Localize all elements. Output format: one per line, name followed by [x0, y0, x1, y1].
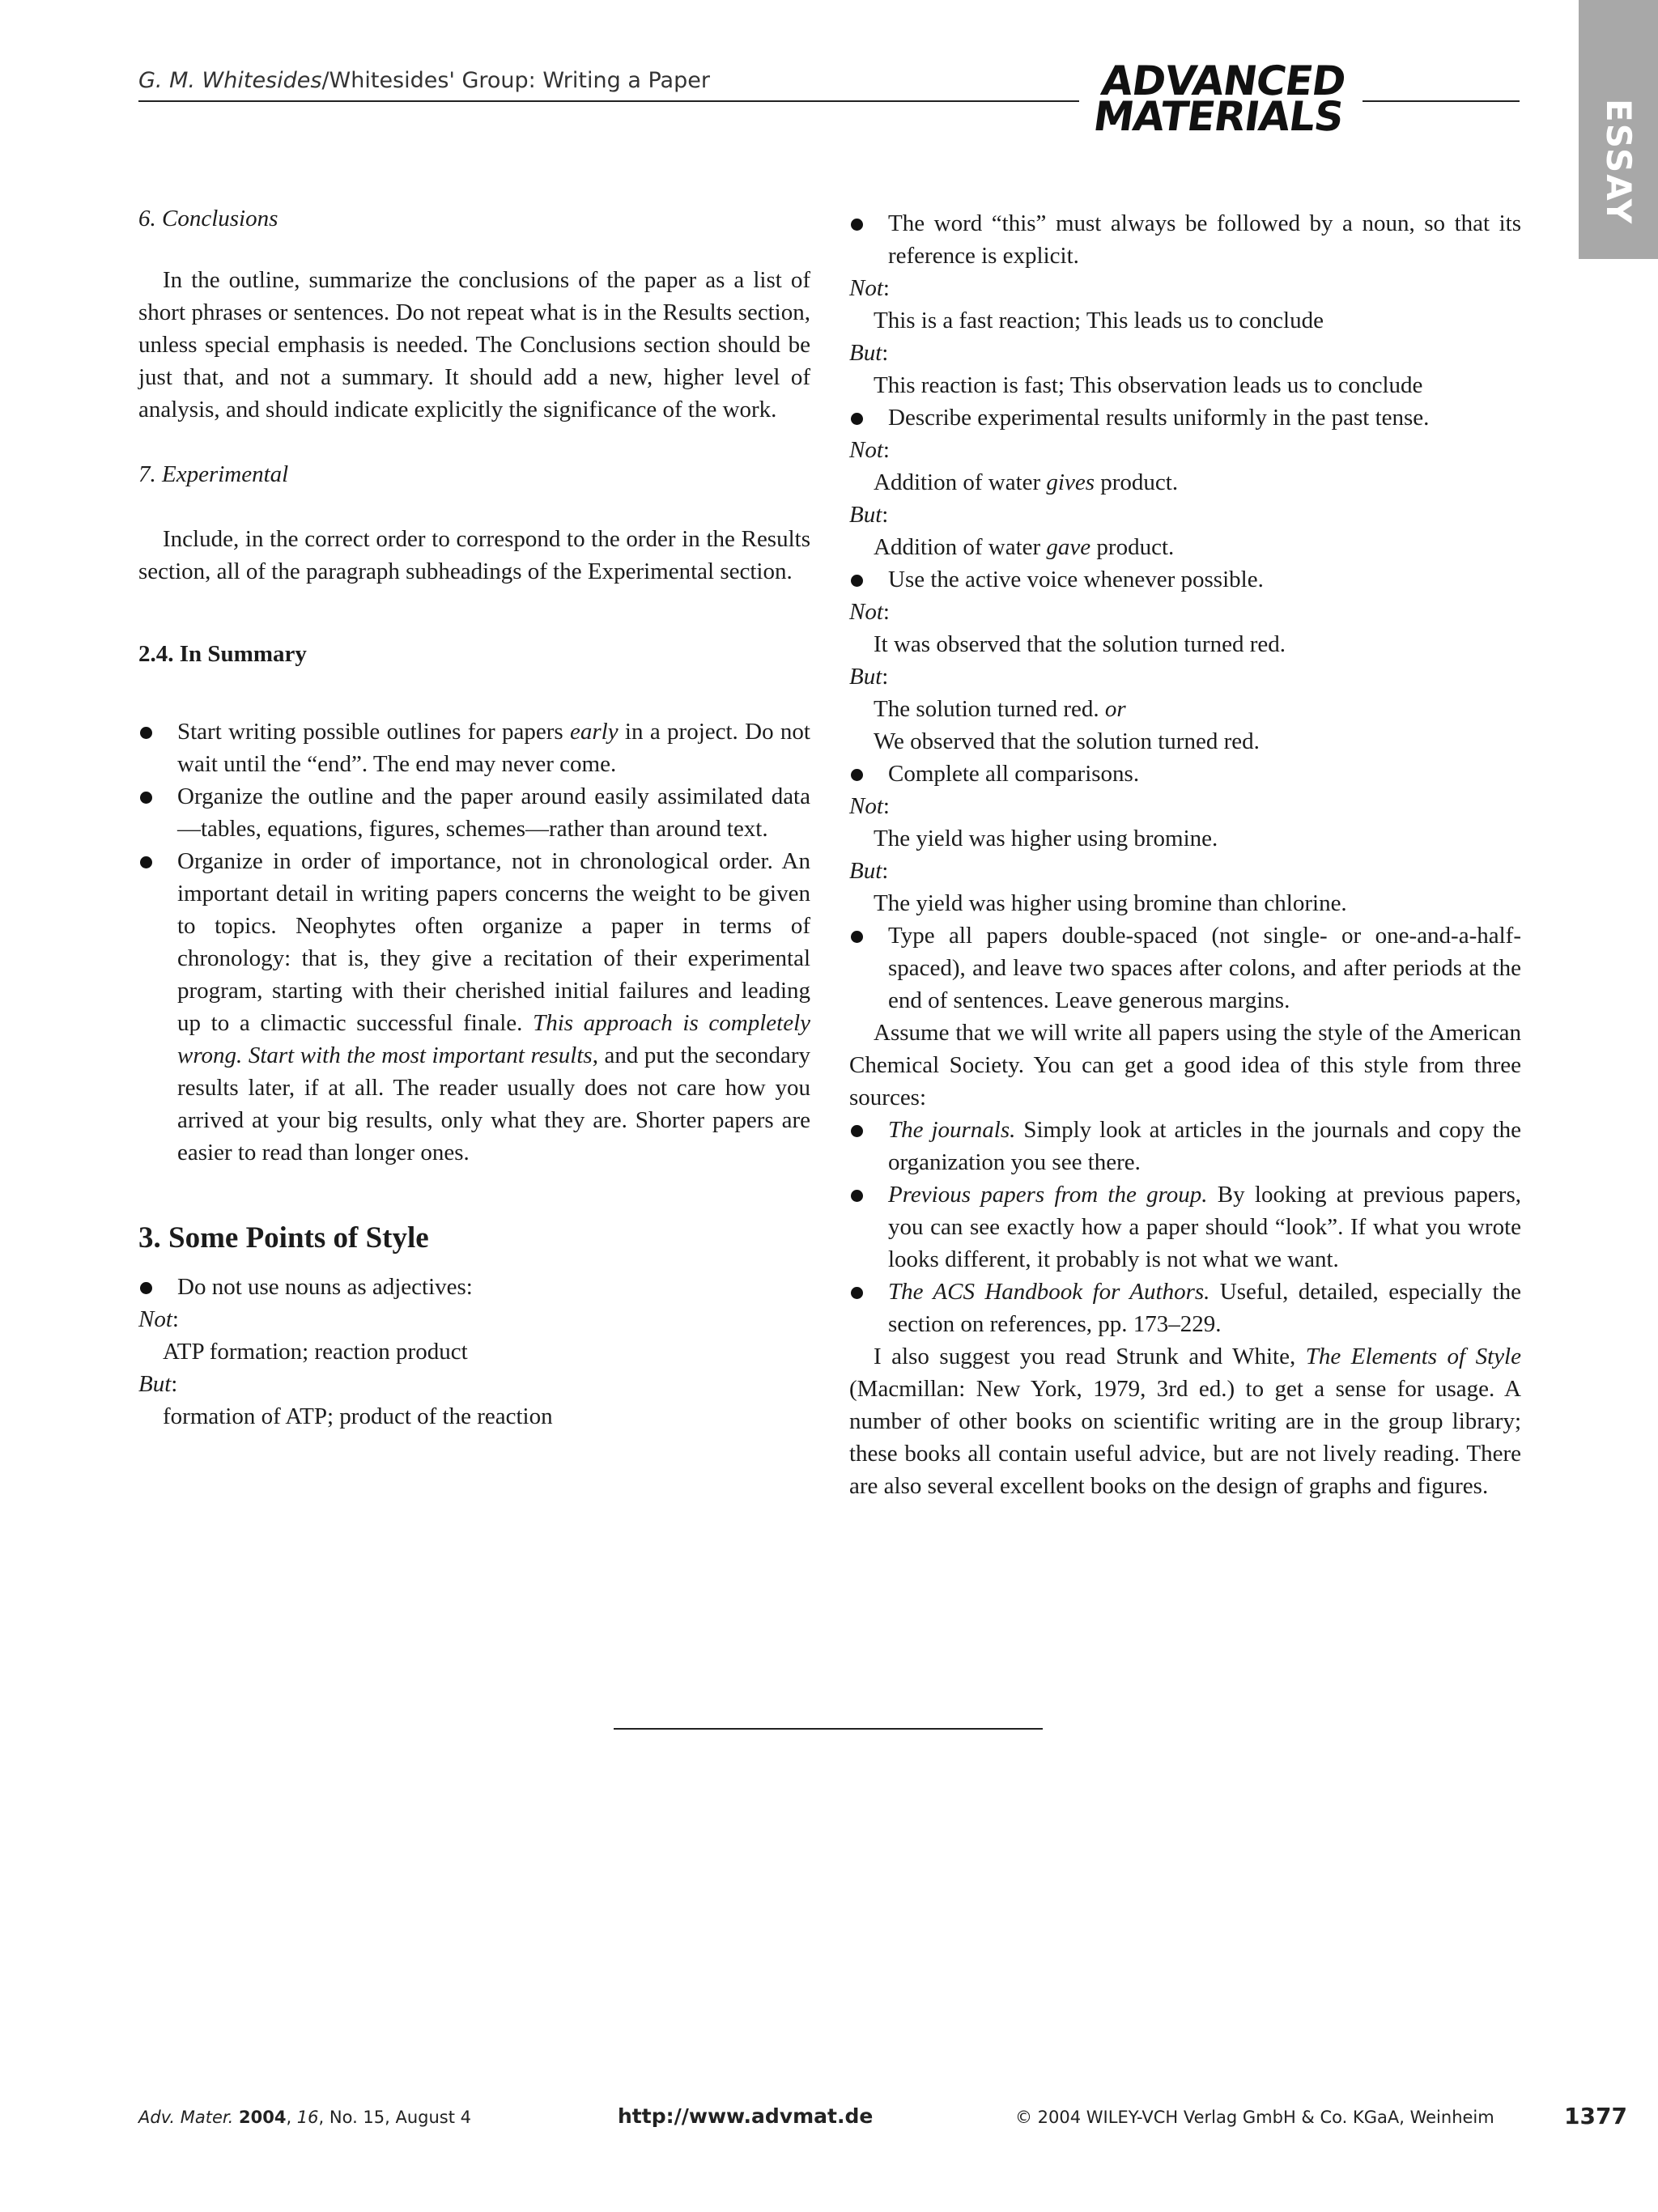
strunk-paragraph: I also suggest you read Strunk and White, The Elements of Style (Macmillan: New York, 1979, 3rd ed.) to get a sense for usage. A number of other books on scientific writing are in the group library; these books all contain useful advice, but are not lively reading. There are also several excellent books on the design of graphs and figures.: [849, 1344, 1521, 1499]
example-but-alt: We observed that the solution turned red.: [874, 728, 1260, 754]
example-but: formation of ATP; product of the reaction: [163, 1403, 553, 1429]
example-not: This is a fast reaction; This leads us to conclude: [874, 308, 1324, 333]
running-head-title: /Whitesides' Group: Writing a Paper: [321, 68, 710, 93]
list-item: Complete all comparisons.: [849, 758, 1521, 790]
footer-url-link[interactable]: http://www.advmat.de: [618, 2104, 874, 2128]
summary-list: [138, 715, 810, 1169]
example-but: This reaction is fast; This observation leads us to conclude: [874, 372, 1423, 398]
conclusions-paragraph: In the outline, summarize the conclusions of the paper as a list of short phrases or sentences. Do not repeat what is in the Results section, unless special emphasis is needed. The Conclusions section should be just that, and not a summary. It should add a new, higher level of analysis, and should indicate explicitly the significance of the work.: [138, 267, 810, 422]
conclusions-heading: 6. Conclusions: [138, 206, 278, 231]
page-number: 1377: [1564, 2103, 1627, 2129]
example-not: It was observed that the solution turned red.: [874, 631, 1286, 657]
list-item: Previous papers from the group. By looking at previous papers, you can see exactly how a paper should “look”. If what you wrote looks different, it probably is not what we want.: [849, 1178, 1521, 1276]
running-head-author: G. M. Whitesides: [138, 68, 322, 93]
example-but: The solution turned red. or: [874, 696, 1126, 722]
list-item: Type all papers double-spaced (not single- or one-and-a-half-spaced), and leave two spaces after colons, and after periods at the end of sentences. Leave generous margins.: [849, 919, 1521, 1017]
example-but: Addition of water gave product.: [874, 534, 1175, 560]
journal-logo: [1077, 57, 1365, 140]
not-label: Not:: [849, 599, 890, 625]
but-label: But:: [849, 858, 889, 884]
essay-tab-label: ESSAY: [1599, 99, 1639, 226]
left-column: [138, 202, 810, 1433]
example-not: The yield was higher using bromine.: [874, 826, 1218, 851]
list-item: Organize in order of importance, not in chronological order. An important detail in writing papers concerns the weight to be given to topics. Neophytes often organize a paper in terms of chronology: that is, they give a recitation of their experimental program, starting with their cherished initial failures and leading up to a climactic successful finale. This approach is completely wrong. Start with the most important results, and put the secondary results later, if at all. The reader usually does not care how you arrived at your big results, only what they are. Shorter papers are easier to read than longer ones.: [138, 845, 810, 1169]
style-list: [138, 1271, 810, 1303]
list-item: The ACS Handbook for Authors. Useful, detailed, especially the section on references, pp. 173–229.: [849, 1276, 1521, 1340]
list-item: Use the active voice whenever possible.: [849, 563, 1521, 596]
experimental-paragraph: Include, in the correct order to correspond to the order in the Results section, all of the paragraph subheadings of the Experimental section.: [138, 526, 810, 584]
essay-tab: [1579, 0, 1658, 259]
but-label: But:: [849, 340, 889, 366]
style-list-continued: [849, 207, 1521, 272]
but-label: But:: [138, 1371, 178, 1397]
right-column: [849, 207, 1521, 1502]
but-label: But:: [849, 502, 889, 528]
list-item: Describe experimental results uniformly in the past tense.: [849, 401, 1521, 434]
logo-line-1: ADVANCED: [1098, 57, 1349, 104]
but-label: But:: [849, 664, 889, 690]
not-label: Not:: [849, 437, 890, 463]
example-not: ATP formation; reaction product: [163, 1339, 468, 1365]
not-label: Not:: [849, 793, 890, 819]
running-head: [138, 68, 710, 93]
not-label: Not:: [849, 275, 890, 301]
sources-list: [849, 1114, 1521, 1340]
list-item: The journals. Simply look at articles in the journals and copy the organization you see there.: [849, 1114, 1521, 1178]
list-item: Organize the outline and the paper around easily assimilated data—tables, equations, figures, schemes—rather than around text.: [138, 780, 810, 845]
summary-heading: 2.4. In Summary: [138, 641, 307, 667]
experimental-heading: 7. Experimental: [138, 461, 289, 487]
list-item: Start writing possible outlines for papers early in a project. Do not wait until the “end”. The end may never come.: [138, 715, 810, 780]
footer-copyright: © 2004 WILEY-VCH Verlag GmbH & Co. KGaA, Weinheim: [1015, 2108, 1494, 2127]
list-item: Do not use nouns as adjectives:: [138, 1271, 810, 1303]
footer-citation: Adv. Mater. 2004, 16, No. 15, August 4: [138, 2108, 472, 2127]
list-item: The word “this” must always be followed by a noun, so that its reference is explicit.: [849, 207, 1521, 272]
example-but: The yield was higher using bromine than chlorine.: [874, 890, 1347, 916]
not-label: Not:: [138, 1306, 179, 1332]
logo-line-2: MATERIALS: [1090, 93, 1346, 140]
header-rule: [138, 100, 1079, 102]
acs-paragraph: Assume that we will write all papers using the style of the American Chemical Society. You can get a good idea of this style from three sources:: [849, 1020, 1521, 1110]
example-not: Addition of water gives product.: [874, 469, 1179, 495]
style-section-heading: 3. Some Points of Style: [138, 1221, 429, 1255]
header-rule-right: [1363, 100, 1520, 102]
end-rule: [614, 1728, 1043, 1730]
